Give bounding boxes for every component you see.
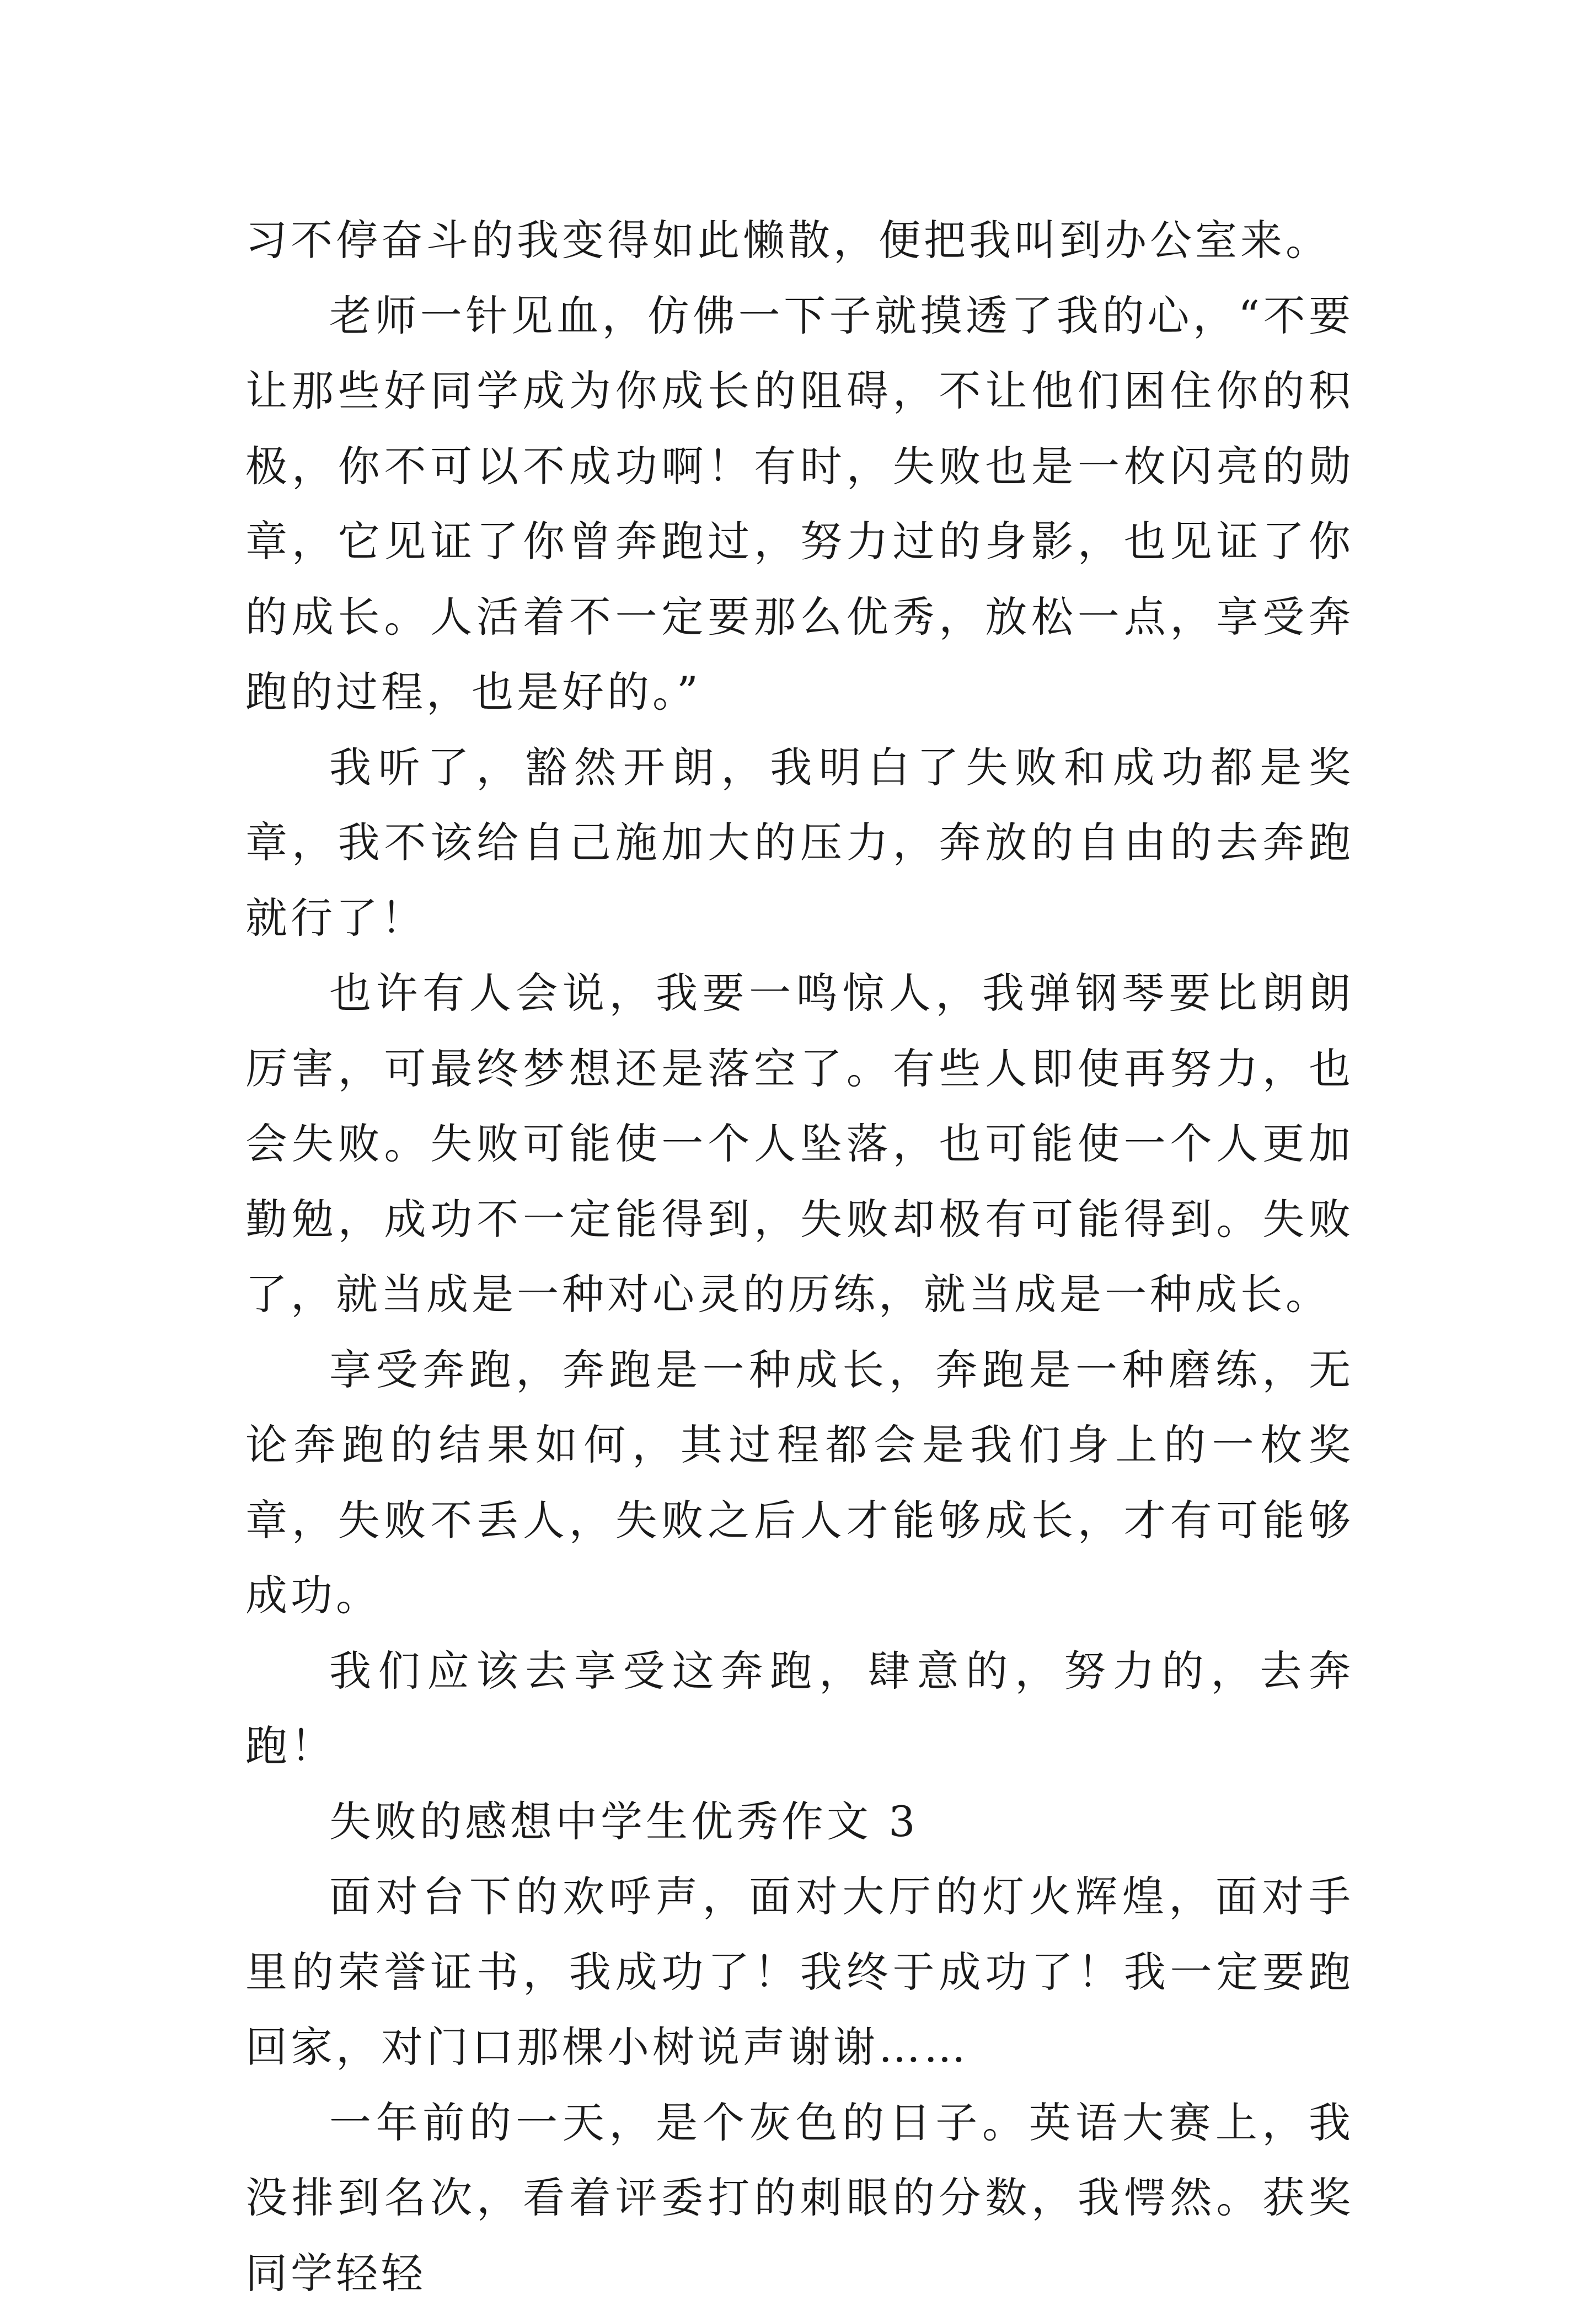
paragraph-7: 面对台下的欢呼声，面对大厅的灯火辉煌，面对手里的荣誉证书，我成功了！我终于成功了！我一定要跑回家，对门口那棵小树说声谢谢…… bbox=[245, 1859, 1354, 2085]
paragraph-3: 我听了，豁然开朗，我明白了失败和成功都是奖章，我不该给自己施加大的压力，奔放的自由的去奔跑就行了！ bbox=[245, 730, 1354, 956]
paragraph-6: 我们应该去享受这奔跑，肆意的，努力的，去奔跑！ bbox=[245, 1634, 1354, 1784]
paragraph-4: 也许有人会说，我要一鸣惊人，我弹钢琴要比朗朗厉害，可最终梦想还是落空了。有些人即使再努力，也会失败。失败可能使一个人坠落，也可能使一个人更加勤勉，成功不一定能得到，失败却极有可能得到。失败了，就当成是一种对心灵的历练，就当成是一种成长。 bbox=[245, 956, 1354, 1333]
body-text bbox=[245, 203, 1354, 2311]
paragraph-8: 一年前的一天，是个灰色的日子。英语大赛上，我没排到名次，看着评委打的刺眼的分数，我愕然。获奖同学轻轻 bbox=[245, 2085, 1354, 2311]
section-heading: 失败的感想中学生优秀作文 3 bbox=[245, 1784, 1354, 1860]
paragraph-5: 享受奔跑，奔跑是一种成长，奔跑是一种磨练，无论奔跑的结果如何，其过程都会是我们身上的一枚奖章，失败不丢人，失败之后人才能够成长，才有可能够成功。 bbox=[245, 1333, 1354, 1634]
paragraph-1: 习不停奋斗的我变得如此懒散，便把我叫到办公室来。 bbox=[245, 203, 1354, 279]
paragraph-2: 老师一针见血，仿佛一下子就摸透了我的心，“不要让那些好同学成为你成长的阻碍，不让他们困住你的积极，你不可以不成功啊！有时，失败也是一枚闪亮的勋章，它见证了你曾奔跑过，努力过的身影，也见证了你的成长。人活着不一定要那么优秀，放松一点，享受奔跑的过程，也是好的。” bbox=[245, 279, 1354, 730]
